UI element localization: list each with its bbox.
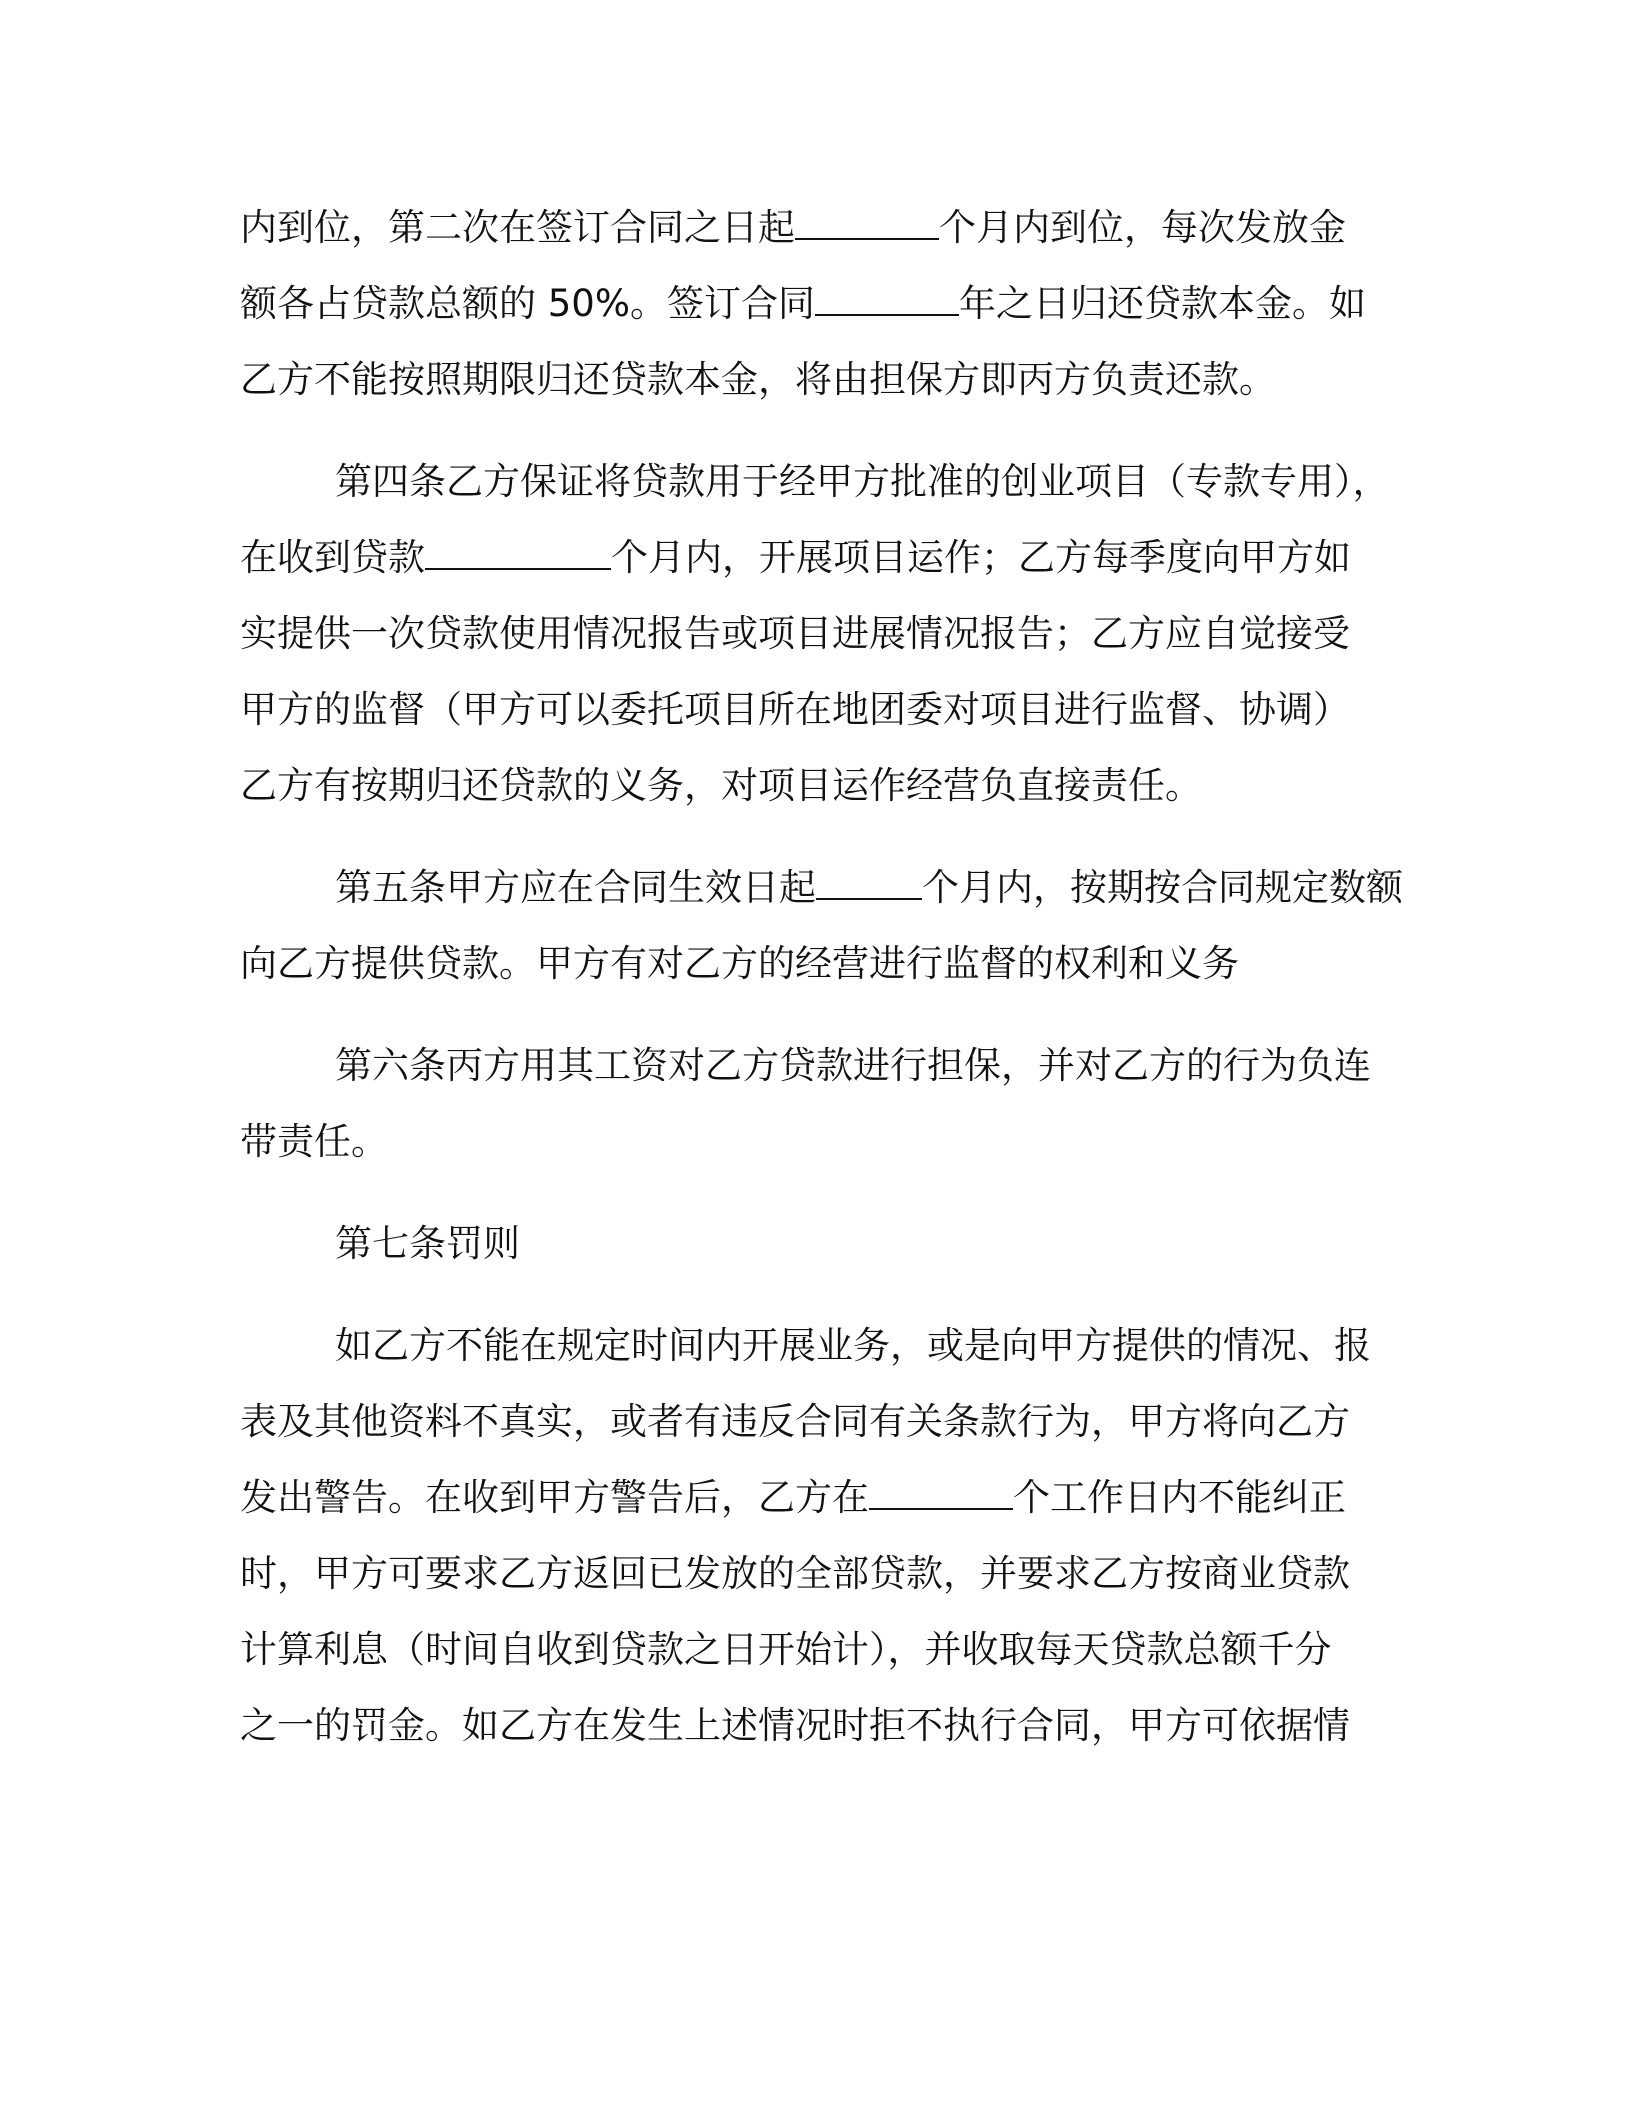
fill-blank [869,1478,1013,1510]
text-line: 内到位，第二次在签订合同之日起 个月内到位，每次发放金 [240,206,1346,249]
paragraph-article-6 [240,1028,1410,1180]
text-line: 甲方的监督（甲方可以委托项目所在地团委对项目进行监督、协调） [240,688,1350,731]
fill-blank [425,538,611,570]
text-line: 发出警告。在收到甲方警告后，乙方在 个工作日内不能纠正 [240,1476,1346,1519]
text-line: 带责任。 [240,1120,388,1163]
article-7-heading: 第七条罚则 [335,1222,520,1265]
fill-blank [815,284,959,316]
document-body [240,190,1410,1764]
text-line: 在收到贷款 个月内，开展项目运作；乙方每季度向甲方如 [240,536,1351,579]
fill-blank [816,868,922,900]
fill-blank [795,208,939,240]
paragraph-article-4 [240,444,1410,824]
text-line: 第六条丙方用其工资对乙方贷款进行担保，并对乙方的行为负连 [335,1044,1371,1087]
paragraph-article-5 [240,850,1410,1002]
paragraph-article-7 [240,1308,1410,1764]
text-line: 如乙方不能在规定时间内开展业务，或是向甲方提供的情况、报 [335,1324,1371,1367]
text-line: 第四条乙方保证将贷款用于经甲方批准的创业项目（专款专用）， [335,460,1390,503]
text-line: 时，甲方可要求乙方返回已发放的全部贷款，并要求乙方按商业贷款 [240,1552,1350,1595]
text-line: 之一的罚金。如乙方在发生上述情况时拒不执行合同，甲方可依据情 [240,1704,1350,1747]
text-line: 向乙方提供贷款。甲方有对乙方的经营进行监督的权利和义务 [240,942,1239,985]
paragraph-article-3-continued [240,190,1410,418]
text-line: 乙方不能按照期限归还贷款本金，将由担保方即丙方负责还款。 [240,358,1276,401]
text-line: 乙方有按期归还贷款的义务，对项目运作经营负直接责任。 [240,764,1202,807]
text-line: 额各占贷款总额的 50%。签订合同 年之日归还贷款本金。如 [240,282,1366,325]
text-line: 第五条甲方应在合同生效日起 个月内，按期按合同规定数额 [335,866,1403,909]
text-line: 实提供一次贷款使用情况报告或项目进展情况报告；乙方应自觉接受 [240,612,1350,655]
text-line: 计算利息（时间自收到贷款之日开始计），并收取每天贷款总额千分 [240,1628,1332,1671]
text-line: 表及其他资料不真实，或者有违反合同有关条款行为，甲方将向乙方 [240,1400,1350,1443]
